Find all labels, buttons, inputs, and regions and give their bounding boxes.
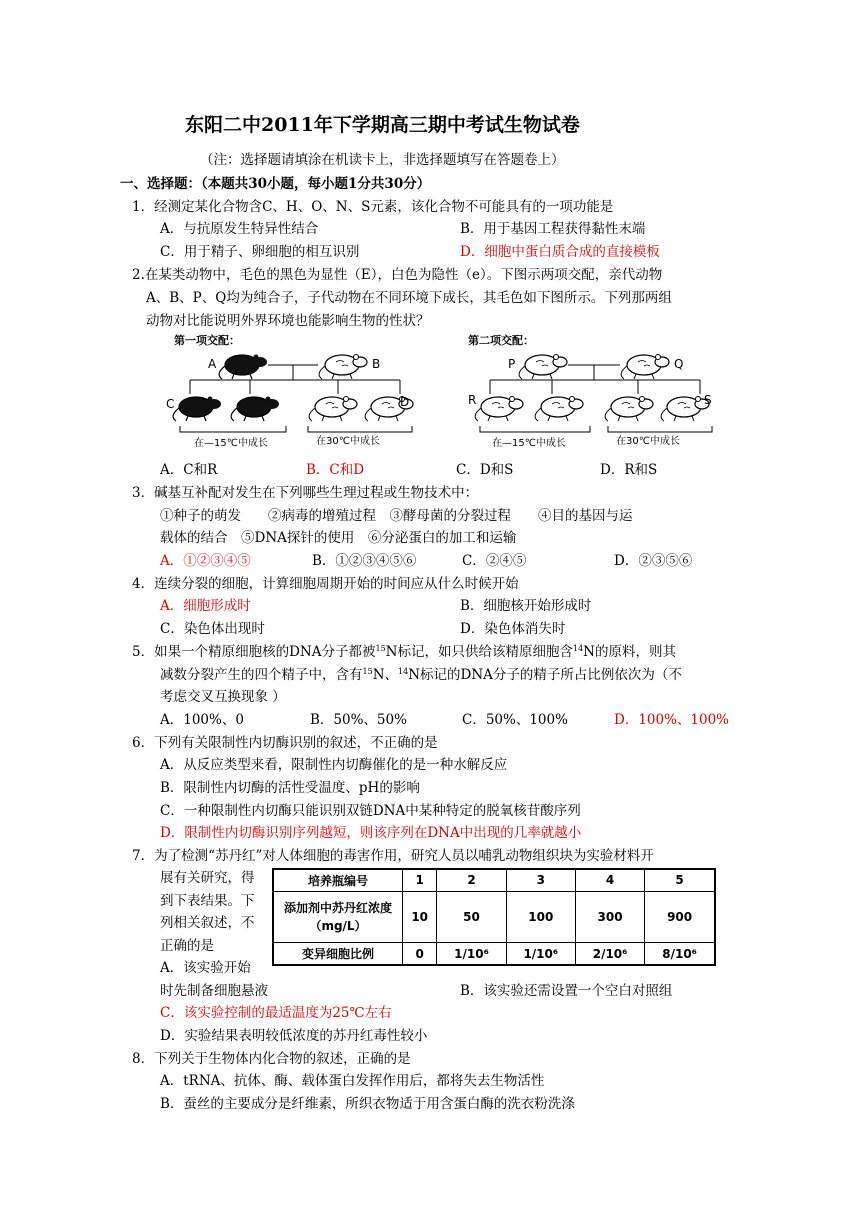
q6-option-a: A．从反应类型来看，限制性内切酶催化的是一种水解反应 bbox=[160, 757, 508, 773]
q1-stem: 1．经测定某化合物含C、H、O、N、S元素，该化合物不可能具有的一项功能是 bbox=[132, 199, 614, 215]
exam-note: （注：选择题请填涂在机读卡上，非选择题填写在答题卷上） bbox=[200, 152, 565, 168]
table-cell: 0 bbox=[403, 943, 437, 965]
q4-option-d: D．染色体消失时 bbox=[460, 621, 566, 637]
q5-option-d: D．100%、100% bbox=[614, 712, 730, 728]
q7-line2: 展有关研究，得 bbox=[160, 870, 255, 886]
label-s: S bbox=[704, 393, 712, 407]
sudan-red-table bbox=[272, 868, 716, 966]
q5-line1: 5．如果一个精原细胞核的DNA分子都被$^{15}$N标记，如只供给该精原细胞含$^{14}$N的原料，则其 bbox=[132, 644, 676, 660]
q3-option-b: B．①②③④⑤⑥ bbox=[312, 553, 417, 569]
table-cell: 1 bbox=[403, 869, 437, 891]
table-cell: 8/10⁶ bbox=[645, 943, 715, 965]
q5-line3: 考虑交叉互换现象 ） bbox=[160, 689, 286, 705]
table-header: 培养瓶编号 bbox=[273, 869, 403, 891]
table-cell: 1/10⁶ bbox=[506, 943, 575, 965]
table-header: 变异细胞比例 bbox=[273, 943, 403, 965]
label-b: B bbox=[372, 357, 381, 371]
q2-option-b: B．C和D bbox=[306, 462, 365, 478]
label-q: Q bbox=[674, 357, 684, 371]
env-cold-2: 在—15℃中成长 bbox=[492, 438, 566, 449]
q2-line3: 动物对比能说明外界环境也能影响生物的性状？ bbox=[146, 313, 430, 329]
env-warm-1: 在30℃中成长 bbox=[316, 436, 380, 447]
table-cell: 5 bbox=[645, 869, 715, 891]
q1-option-b: B．用于基因工程获得黏性末端 bbox=[460, 221, 646, 237]
table-cell: 4 bbox=[575, 869, 644, 891]
q4-option-a: A．细胞形成时 bbox=[160, 598, 251, 614]
label-p: P bbox=[508, 357, 516, 371]
q6-option-d: D．限制性内切酶识别序列越短，则该序列在DNA中出现的几率就越小 bbox=[160, 825, 582, 841]
q2-option-c: C．D和S bbox=[456, 462, 514, 478]
table-row bbox=[273, 869, 715, 891]
q7-option-c: C．该实验控制的最适温度为25℃左右 bbox=[160, 1005, 392, 1021]
label-r: R bbox=[468, 393, 477, 407]
q1-option-a: A．与抗原发生特异性结合 bbox=[160, 221, 319, 237]
q2-line2: A、B、P、Q均为纯合子，子代动物在不同环境下成长，其毛色如下图所示。下列那两组 bbox=[146, 290, 672, 306]
table-header: 添加剂中苏丹红浓度（mg/L） bbox=[273, 891, 403, 942]
table-cell: 2/10⁶ bbox=[575, 943, 644, 965]
table-cell: 1/10⁶ bbox=[437, 943, 506, 965]
q7-option-a-part2: 时先制备细胞悬液 bbox=[160, 983, 268, 999]
q8-option-a: A．tRNA、抗体、酶、载体蛋白发挥作用后，都将失去生物活性 bbox=[160, 1073, 545, 1089]
table-cell: 10 bbox=[403, 891, 437, 942]
q7-option-d: D．实验结果表明较低浓度的苏丹红毒性较小 bbox=[160, 1028, 428, 1044]
q6-option-b: B．限制性内切酶的活性受温度、pH的影响 bbox=[160, 780, 420, 796]
q3-line2: 载体的结合 ⑤DNA探针的使用 ⑥分泌蛋白的加工和运输 bbox=[160, 530, 517, 546]
q7-line1: 7．为了检测“苏丹红”对人体细胞的毒害作用，研究人员以哺乳动物组织块为实验材料开 bbox=[132, 848, 654, 864]
q6-stem: 6．下列有关限制性内切酶识别的叙述，不正确的是 bbox=[132, 735, 438, 751]
q1-option-c: C．用于精子、卵细胞的相互识别 bbox=[160, 244, 360, 260]
q3-stem: 3．碱基互补配对发生在下列哪些生理过程或生物技术中： bbox=[132, 485, 479, 501]
table-cell: 900 bbox=[645, 891, 715, 942]
q7-option-b: B．该实验还需设置一个空白对照组 bbox=[460, 983, 673, 999]
q5-option-a: A．100%、0 bbox=[160, 712, 244, 728]
q1-option-d: D．细胞中蛋白质合成的直接模板 bbox=[460, 244, 660, 260]
q7-option-a-part1: A．该实验开始 bbox=[160, 960, 251, 976]
env-warm-2: 在30℃中成长 bbox=[616, 436, 680, 447]
cross1-label: 第一项交配： bbox=[174, 334, 240, 347]
table-cell: 50 bbox=[437, 891, 506, 942]
q4-stem: 4．连续分裂的细胞，计算细胞周期开始的时间应从什么时候开始 bbox=[132, 576, 519, 592]
q3-option-d: D．②③⑤⑥ bbox=[614, 553, 693, 569]
q3-option-c: C．②④⑤ bbox=[462, 553, 527, 569]
label-d: D bbox=[400, 395, 410, 409]
table-cell: 100 bbox=[506, 891, 575, 942]
q2-option-d: D．R和S bbox=[600, 462, 658, 478]
q8-option-b: B．蚕丝的主要成分是纤维素，所织衣物适于用含蛋白酶的洗衣粉洗涤 bbox=[160, 1096, 575, 1112]
q3-option-a: A．①②③④⑤ bbox=[160, 553, 251, 569]
q5-option-b: B．50%、50% bbox=[310, 712, 407, 728]
cross2-label: 第二项交配： bbox=[468, 334, 534, 347]
q7-line3: 到下表结果。下 bbox=[160, 893, 255, 909]
q5-line2: 减数分裂产生的四个精子中，含有$^{15}$N、$^{14}$N标记的DNA分子的精子所占比例依次为（不 bbox=[160, 667, 682, 683]
q7-line4: 列相关叙述，不 bbox=[160, 915, 255, 931]
q6-option-c: C．一种限制性内切酶只能识别双链DNA中某种特定的脱氧核苷酸序列 bbox=[160, 803, 581, 819]
label-a: A bbox=[208, 357, 217, 371]
q7-line5: 正确的是 bbox=[160, 938, 214, 954]
table-row bbox=[273, 943, 715, 965]
q8-stem: 8．下列关于生物体内化合物的叙述，正确的是 bbox=[132, 1051, 411, 1067]
label-c: C bbox=[166, 397, 175, 411]
q3-line1: ①种子的萌发 ②病毒的增殖过程 ③酵母菌的分裂过程 ④目的基因与运 bbox=[160, 508, 633, 524]
section-heading: 一、选择题：（本题共30小题，每小题1分共30分） bbox=[120, 176, 431, 192]
table-cell: 3 bbox=[506, 869, 575, 891]
page-title: 东阳二中2011年下学期高三期中考试生物试卷 bbox=[185, 114, 580, 136]
q4-option-c: C．染色体出现时 bbox=[160, 621, 265, 637]
table-cell: 2 bbox=[437, 869, 506, 891]
q2-line1: 2.在某类动物中，毛色的黑色为显性（E），白色为隐性（e）。下图示两项交配，亲代动物 bbox=[132, 267, 663, 283]
q2-option-a: A．C和R bbox=[160, 462, 218, 478]
cross-figure bbox=[160, 330, 720, 455]
table-cell: 300 bbox=[575, 891, 644, 942]
env-cold-1: 在—15℃中成长 bbox=[194, 438, 268, 449]
table-row bbox=[273, 891, 715, 942]
q4-option-b: B．细胞核开始形成时 bbox=[460, 598, 592, 614]
q5-option-c: C．50%、100% bbox=[462, 712, 568, 728]
